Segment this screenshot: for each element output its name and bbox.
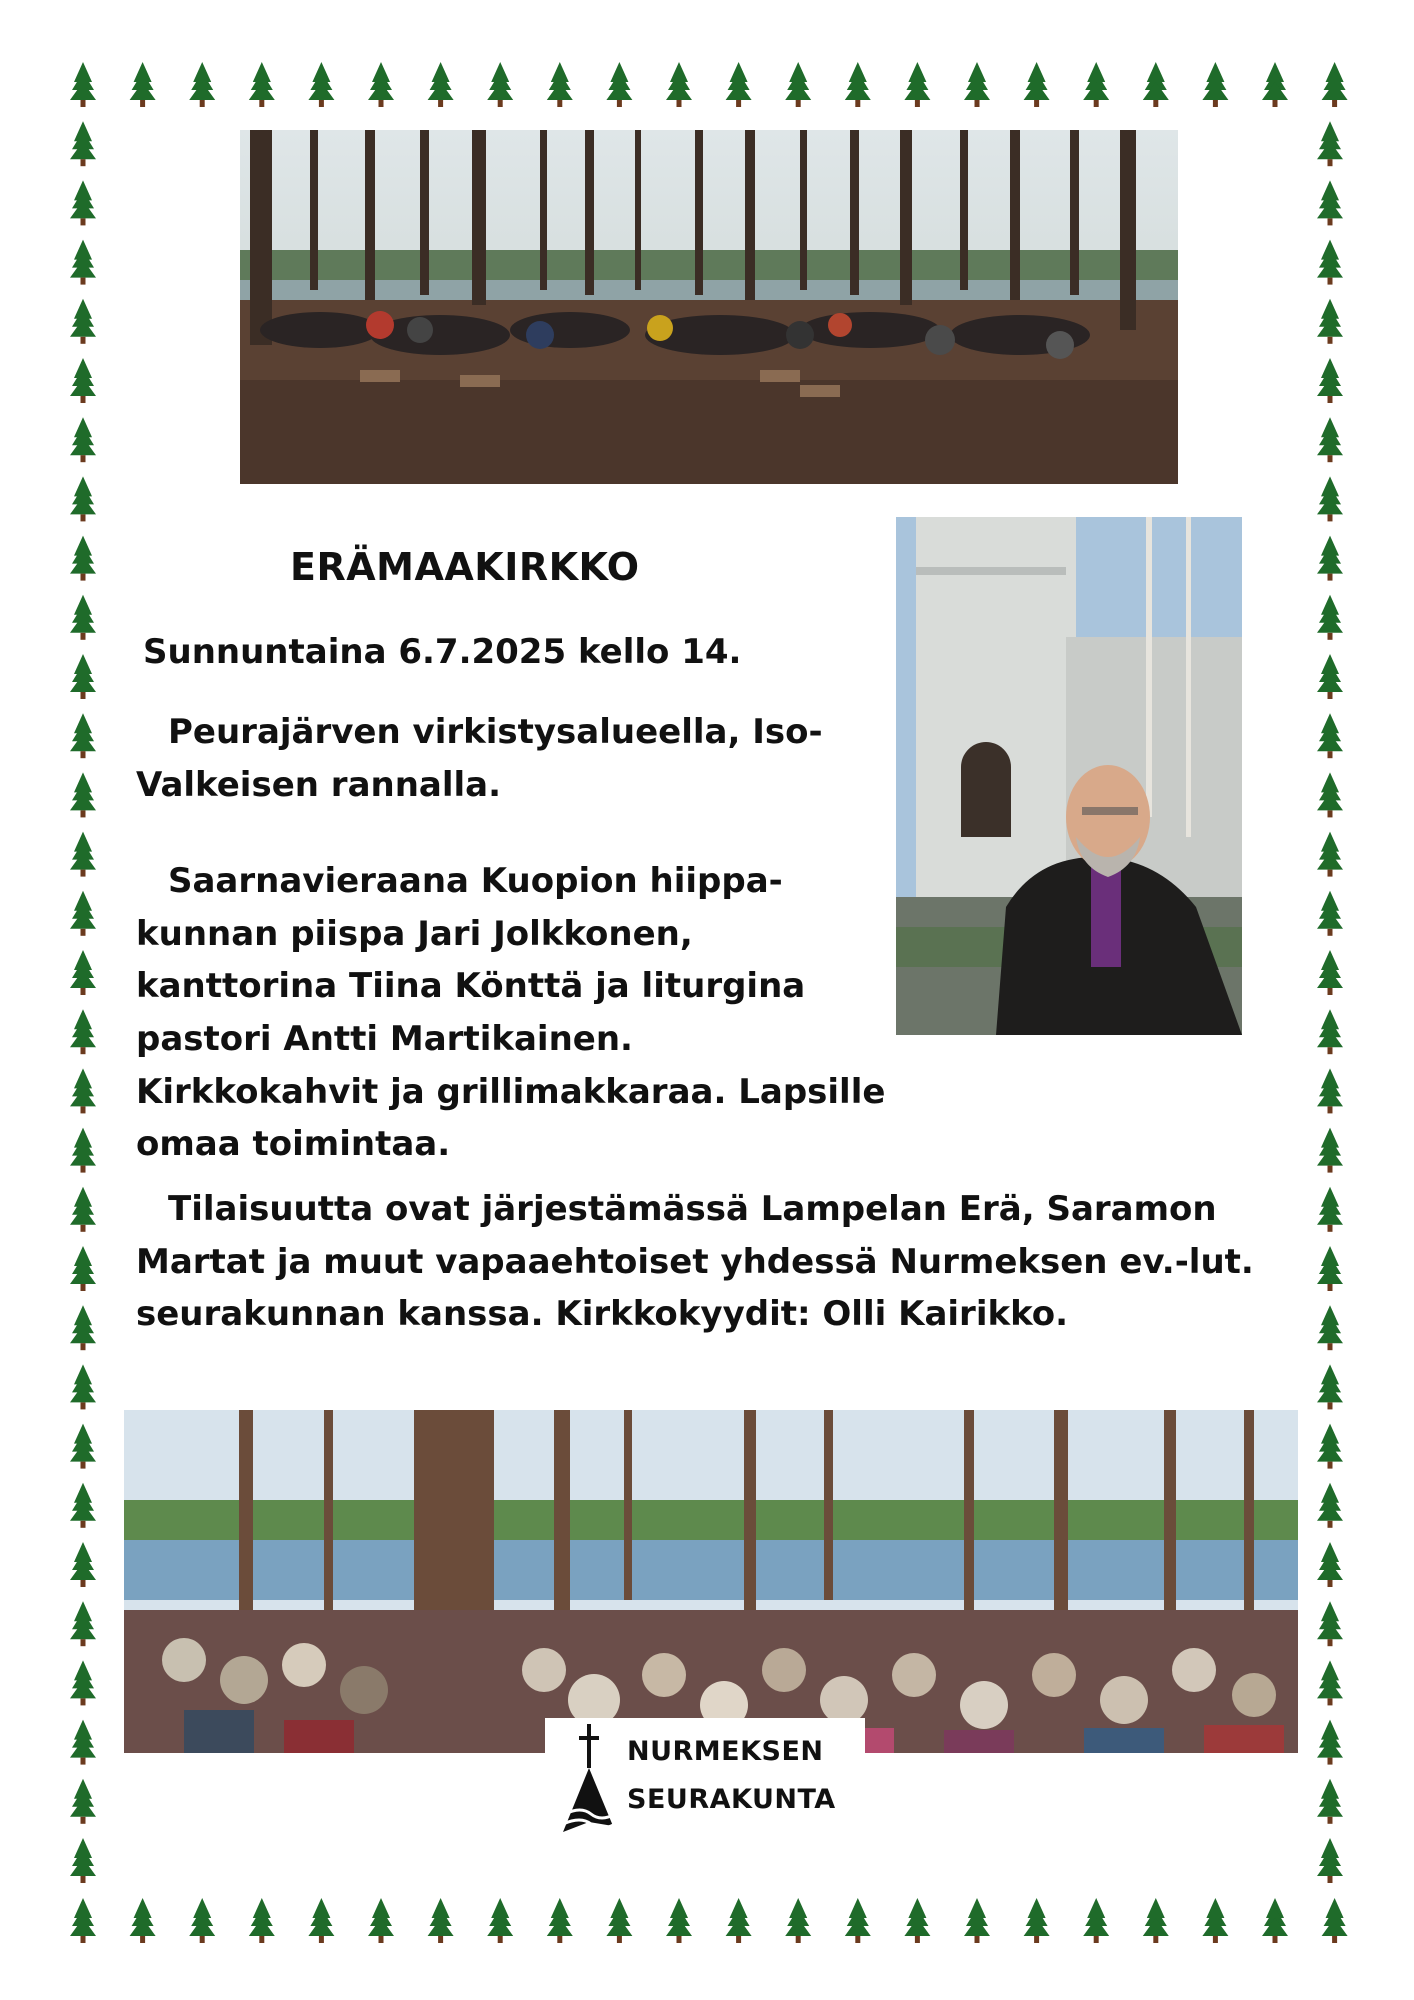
tree-icon bbox=[70, 1424, 96, 1469]
organizers-block bbox=[136, 1183, 1286, 1341]
tree-icon bbox=[1317, 476, 1343, 521]
tree-icon bbox=[70, 1601, 96, 1646]
tree-icon bbox=[1317, 180, 1343, 225]
tree-icon bbox=[1317, 1720, 1343, 1765]
tree-icon bbox=[70, 1660, 96, 1705]
tree-icon bbox=[1317, 1838, 1343, 1883]
tree-icon bbox=[70, 417, 96, 462]
tree-icon bbox=[1317, 832, 1343, 877]
tree-icon bbox=[70, 536, 96, 581]
tree-icon bbox=[785, 62, 811, 107]
tree-icon bbox=[1317, 1542, 1343, 1587]
tree-icon bbox=[70, 1246, 96, 1291]
organizers-line: Martat ja muut vapaaehtoiset yhdessä Nurmeksen ev.-lut. bbox=[136, 1241, 1254, 1282]
location-text: Peurajärven virkistysalueella, Iso- Valkeisen rannalla. bbox=[136, 712, 823, 805]
tree-icon bbox=[1317, 595, 1343, 640]
tree-icon bbox=[964, 1898, 990, 1943]
tree-icon bbox=[1322, 62, 1348, 107]
preacher-line: Saarnavieraana Kuopion hiippa- bbox=[168, 861, 783, 901]
tree-icon bbox=[189, 62, 215, 107]
tree-icon bbox=[487, 1898, 513, 1943]
tree-icon bbox=[70, 1009, 96, 1054]
tree-icon bbox=[428, 1898, 454, 1943]
tree-icon bbox=[1083, 62, 1109, 107]
tree-icon bbox=[70, 358, 96, 403]
preacher-line: kanttorina Tiina Könttä ja liturgina bbox=[136, 966, 806, 1007]
tree-icon bbox=[70, 595, 96, 640]
tree-icon bbox=[1317, 121, 1343, 166]
tree-icon bbox=[726, 1898, 752, 1943]
tree-icon bbox=[1202, 1898, 1228, 1943]
tree-icon bbox=[130, 1898, 156, 1943]
tree-icon bbox=[1317, 1660, 1343, 1705]
tree-icon bbox=[70, 891, 96, 936]
tree-icon bbox=[70, 1898, 96, 1943]
tree-icon bbox=[547, 62, 573, 107]
tree-icon bbox=[1083, 1898, 1109, 1943]
tree-icon bbox=[964, 62, 990, 107]
tree-icon bbox=[70, 1779, 96, 1824]
tree-icon bbox=[70, 180, 96, 225]
tree-icon bbox=[785, 1898, 811, 1943]
tree-icon bbox=[70, 476, 96, 521]
bottom-photo-lakeside-congregation bbox=[124, 1410, 1298, 1753]
tree-icon bbox=[70, 1838, 96, 1883]
tree-icon bbox=[1317, 1364, 1343, 1409]
tree-icon bbox=[1317, 1779, 1343, 1824]
tree-icon bbox=[904, 62, 930, 107]
preacher-block bbox=[136, 855, 896, 1171]
tree-icon bbox=[1317, 1128, 1343, 1173]
tree-icon bbox=[1317, 240, 1343, 285]
tree-icon bbox=[1322, 1898, 1348, 1943]
tree-icon bbox=[368, 62, 394, 107]
tree-icon bbox=[1317, 536, 1343, 581]
tree-icon bbox=[70, 1128, 96, 1173]
preacher-line: pastori Antti Martikainen. bbox=[136, 1019, 633, 1060]
tree-icon bbox=[1202, 62, 1228, 107]
bishop-church-photo bbox=[896, 517, 1242, 1035]
tree-icon bbox=[1262, 62, 1288, 107]
tree-icon bbox=[1024, 62, 1050, 107]
tree-icon bbox=[1024, 1898, 1050, 1943]
logo-line-2: SEURAKUNTA bbox=[627, 1784, 836, 1815]
tree-icon bbox=[1262, 1898, 1288, 1943]
tree-icon bbox=[70, 1542, 96, 1587]
tree-icon bbox=[70, 1364, 96, 1409]
tree-icon bbox=[70, 121, 96, 166]
poster-title: ERÄMAAKIRKKO bbox=[290, 545, 640, 589]
tree-icon bbox=[70, 1068, 96, 1113]
tree-icon bbox=[70, 772, 96, 817]
tree-icon bbox=[1143, 62, 1169, 107]
tree-icon bbox=[130, 62, 156, 107]
tree-icon bbox=[547, 1898, 573, 1943]
tree-icon bbox=[1317, 1068, 1343, 1113]
nurmes-parish-logo bbox=[545, 1718, 865, 1838]
tree-icon bbox=[487, 62, 513, 107]
tree-icon bbox=[70, 1305, 96, 1350]
tree-icon bbox=[189, 1898, 215, 1943]
tree-icon bbox=[606, 62, 632, 107]
tree-icon bbox=[1317, 1424, 1343, 1469]
date-line: Sunnuntaina 6.7.2025 kello 14. bbox=[143, 632, 742, 672]
refreshments-line: Kirkkokahvit ja grillimakkaraa. Lapsille omaa toimintaa. bbox=[136, 1071, 886, 1165]
tree-icon bbox=[1317, 713, 1343, 758]
logo-line-1: NURMEKSEN bbox=[627, 1736, 824, 1767]
tree-icon bbox=[1317, 1187, 1343, 1232]
tree-icon bbox=[308, 62, 334, 107]
tree-icon bbox=[1143, 1898, 1169, 1943]
tree-icon bbox=[1317, 1009, 1343, 1054]
preacher-line: kunnan piispa Jari Jolkkonen, bbox=[136, 913, 693, 954]
tree-icon bbox=[1317, 1483, 1343, 1528]
tree-icon bbox=[70, 62, 96, 107]
tree-icon bbox=[1317, 654, 1343, 699]
tree-icon bbox=[70, 299, 96, 344]
tree-icon bbox=[1317, 299, 1343, 344]
tree-icon bbox=[726, 62, 752, 107]
organizers-line: seurakunnan kanssa. Kirkkokyydit: Olli Kairikko. bbox=[136, 1294, 1069, 1335]
tree-icon bbox=[845, 62, 871, 107]
tree-icon bbox=[845, 1898, 871, 1943]
tree-icon bbox=[428, 62, 454, 107]
tree-icon bbox=[368, 1898, 394, 1943]
church-cross-icon bbox=[551, 1722, 621, 1834]
tree-icon bbox=[70, 1483, 96, 1528]
tree-icon bbox=[70, 1720, 96, 1765]
tree-icon bbox=[1317, 1305, 1343, 1350]
tree-icon bbox=[70, 240, 96, 285]
tree-icon bbox=[70, 832, 96, 877]
tree-icon bbox=[70, 950, 96, 995]
tree-icon bbox=[606, 1898, 632, 1943]
tree-icon bbox=[1317, 358, 1343, 403]
top-photo-outdoor-service bbox=[240, 130, 1178, 484]
organizers-line: Tilaisuutta ovat järjestämässä Lampelan Erä, Saramon bbox=[168, 1189, 1217, 1229]
tree-icon bbox=[1317, 1601, 1343, 1646]
tree-icon bbox=[308, 1898, 334, 1943]
tree-icon bbox=[666, 1898, 692, 1943]
tree-icon bbox=[1317, 1246, 1343, 1291]
tree-icon bbox=[1317, 891, 1343, 936]
tree-icon bbox=[249, 1898, 275, 1943]
tree-icon bbox=[1317, 417, 1343, 462]
tree-icon bbox=[70, 1187, 96, 1232]
tree-icon bbox=[70, 654, 96, 699]
tree-icon bbox=[666, 62, 692, 107]
tree-icon bbox=[70, 713, 96, 758]
tree-icon bbox=[1317, 950, 1343, 995]
tree-icon bbox=[904, 1898, 930, 1943]
tree-icon bbox=[1317, 772, 1343, 817]
tree-icon bbox=[249, 62, 275, 107]
